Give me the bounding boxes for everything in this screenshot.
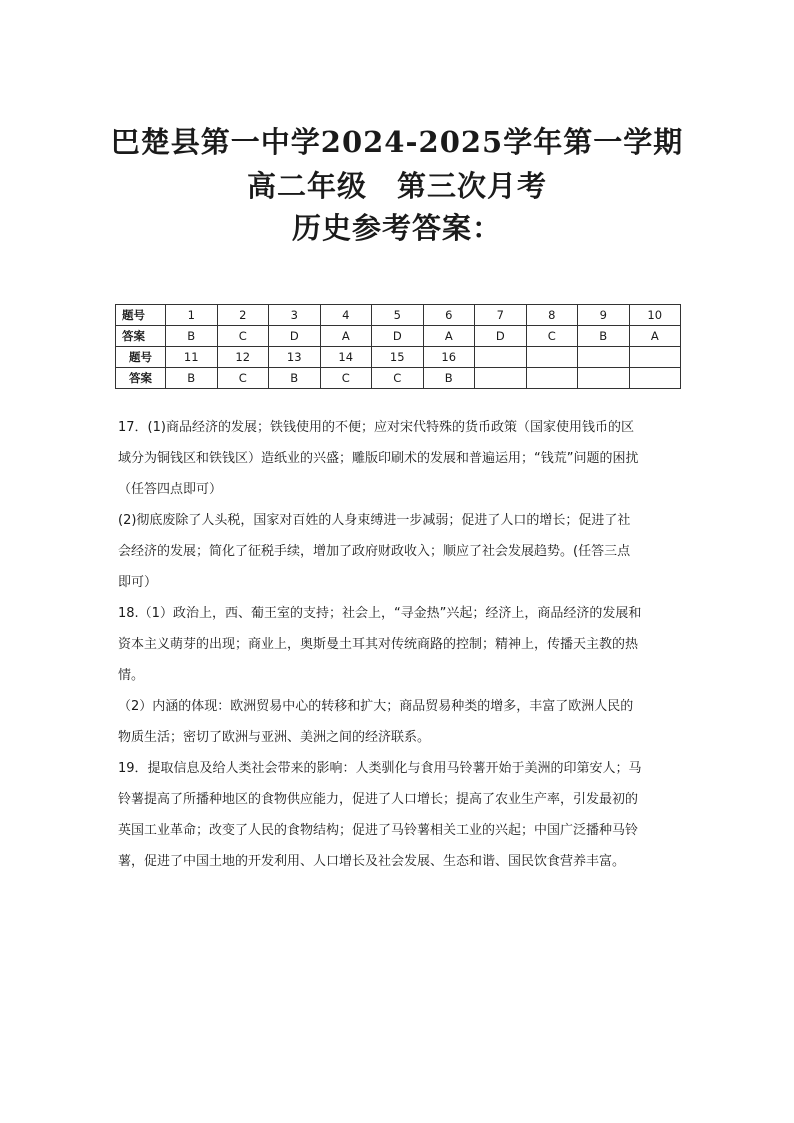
answer-cell: B bbox=[578, 326, 630, 347]
text-line: (2)彻底废除了人头税，国家对百姓的人身束缚进一步减弱；促进了人口的增长；促进了社 bbox=[118, 513, 631, 528]
question-number-cell: 5 bbox=[372, 305, 424, 326]
answer-cell: D bbox=[372, 326, 424, 347]
table-row-answers-2 bbox=[116, 368, 681, 389]
empty-cell bbox=[629, 347, 681, 368]
question-label-cell: 题号 bbox=[116, 305, 166, 326]
answer-text-block bbox=[118, 412, 684, 877]
empty-cell bbox=[629, 368, 681, 389]
answer-cell: A bbox=[320, 326, 372, 347]
question-label-cell: 题号 bbox=[116, 347, 166, 368]
answer-label-cell: 答案 bbox=[116, 368, 166, 389]
table-row-question-numbers-2 bbox=[116, 347, 681, 368]
answer-cell: A bbox=[629, 326, 681, 347]
answer-cell: B bbox=[166, 368, 218, 389]
text-line: 薯，促进了中国土地的开发利用、人口增长及社会发展、生态和谐、国民饮食营养丰富。 bbox=[118, 854, 626, 869]
table-row-question-numbers-1 bbox=[116, 305, 681, 326]
question-number-cell: 15 bbox=[372, 347, 424, 368]
answer-18-part2 bbox=[118, 691, 684, 753]
document-title-line3: 历史参考答案： bbox=[291, 211, 502, 245]
text-line: 会经济的发展；简化了征税手续，增加了政府财政收入；顺应了社会发展趋势。(任答三点 bbox=[118, 544, 631, 559]
answer-cell: B bbox=[166, 326, 218, 347]
text-line: 情。 bbox=[118, 668, 145, 683]
document-title-line2: 高二年级 第三次月考 bbox=[246, 169, 547, 203]
text-line: 资本主义萌芽的出现；商业上，奥斯曼土耳其对传统商路的控制；精神上，传播天主教的热 bbox=[118, 637, 639, 652]
text-line: 英国工业革命；改变了人民的食物结构；促进了马铃薯相关工业的兴起；中国广泛播种马铃 bbox=[118, 823, 639, 838]
question-number-cell: 13 bbox=[269, 347, 321, 368]
empty-cell bbox=[578, 347, 630, 368]
empty-cell bbox=[578, 368, 630, 389]
text-line: （2）内涵的体现：欧洲贸易中心的转移和扩大；商品贸易种类的增多，丰富了欧洲人民的 bbox=[118, 699, 634, 714]
table-row-answers-1 bbox=[116, 326, 681, 347]
question-number-cell: 8 bbox=[526, 305, 578, 326]
answer-cell: B bbox=[423, 368, 475, 389]
answer-cell: B bbox=[269, 368, 321, 389]
answer-cell: C bbox=[217, 326, 269, 347]
answer-cell: C bbox=[372, 368, 424, 389]
answer-cell: C bbox=[217, 368, 269, 389]
text-line: 铃薯提高了所播种地区的食物供应能力，促进了人口增长；提高了农业生产率，引发最初的 bbox=[118, 792, 639, 807]
answer-18-part1 bbox=[118, 598, 684, 691]
answer-cell: C bbox=[526, 326, 578, 347]
answer-cell: C bbox=[320, 368, 372, 389]
answer-cell: D bbox=[269, 326, 321, 347]
empty-cell bbox=[475, 368, 527, 389]
answer-19 bbox=[118, 753, 684, 877]
empty-cell bbox=[475, 347, 527, 368]
question-number-cell: 6 bbox=[423, 305, 475, 326]
document-title-line1: 巴楚县第一中学2024-2025学年第一学期 bbox=[110, 125, 684, 159]
question-number-cell: 9 bbox=[578, 305, 630, 326]
question-number-cell: 11 bbox=[166, 347, 218, 368]
question-number-cell: 14 bbox=[320, 347, 372, 368]
question-number-cell: 1 bbox=[166, 305, 218, 326]
question-number-cell: 7 bbox=[475, 305, 527, 326]
question-number-cell: 2 bbox=[217, 305, 269, 326]
answer-label-cell: 答案 bbox=[116, 326, 166, 347]
text-line: 域分为铜钱区和铁钱区）造纸业的兴盛；雕版印刷术的发展和普遍运用；“钱荒”问题的困扰 bbox=[118, 451, 639, 466]
answer-key-table bbox=[115, 304, 681, 389]
text-line: 18.（1）政治上，西、葡王室的支持；社会上，“寻金热”兴起；经济上，商品经济的发展和 bbox=[118, 606, 642, 621]
text-line: 19．提取信息及给人类社会带来的影响：人类驯化与食用马铃薯开始于美洲的印第安人；马 bbox=[118, 761, 642, 776]
text-line: 物质生活；密切了欧洲与亚洲、美洲之间的经济联系。 bbox=[118, 730, 431, 745]
answer-cell: D bbox=[475, 326, 527, 347]
question-number-cell: 3 bbox=[269, 305, 321, 326]
text-line: 即可） bbox=[118, 575, 158, 590]
question-number-cell: 4 bbox=[320, 305, 372, 326]
empty-cell bbox=[526, 347, 578, 368]
text-line: 17．(1)商品经济的发展；铁钱使用的不便；应对宋代特殊的货币政策（国家使用钱币的区 bbox=[118, 420, 634, 435]
question-number-cell: 10 bbox=[629, 305, 681, 326]
question-number-cell: 12 bbox=[217, 347, 269, 368]
answer-cell: A bbox=[423, 326, 475, 347]
answer-17-part1 bbox=[118, 412, 684, 505]
answer-17-part2 bbox=[118, 505, 684, 598]
empty-cell bbox=[526, 368, 578, 389]
text-line: （任答四点即可） bbox=[118, 482, 223, 497]
question-number-cell: 16 bbox=[423, 347, 475, 368]
